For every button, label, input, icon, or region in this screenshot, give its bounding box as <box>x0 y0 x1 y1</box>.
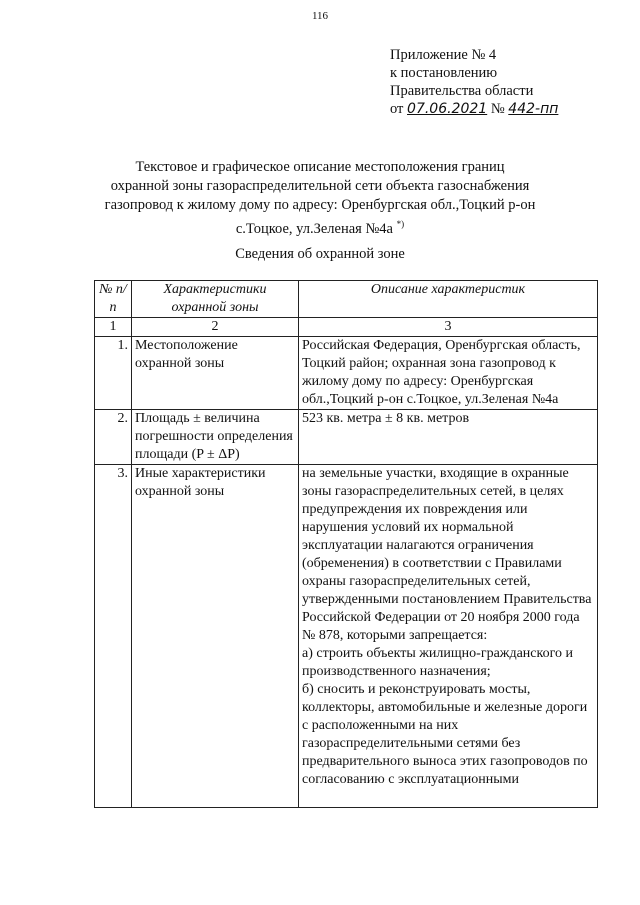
zone-info-table <box>94 280 598 808</box>
header-num: № п/п <box>95 281 132 318</box>
row-characteristic: Местоположение охранной зоны <box>132 337 299 410</box>
row-num: 2. <box>95 410 132 465</box>
table-header-row <box>95 281 598 318</box>
footnote-mark: *) <box>396 219 405 229</box>
row-description <box>299 465 598 808</box>
appendix-line-2: к постановлению <box>390 65 498 81</box>
row-description: Российская Федерация, Оренбургская область, Тоцкий район; охранная зона газопровод к жилому дому по адресу: Оренбургская обл.,Тоцкий р-он с.Тоцкое, ул.Зеленая №4а <box>299 337 598 410</box>
document-title <box>60 158 580 239</box>
appendix-date-line <box>390 100 558 118</box>
row-description-clip <box>302 465 594 807</box>
row-num: 3. <box>95 465 132 808</box>
index-cell-1: 1 <box>95 318 132 337</box>
row-characteristic: Иные характеристики охранной зоны <box>132 465 299 808</box>
row-description: 523 кв. метра ± 8 кв. метров <box>299 410 598 465</box>
table-row <box>95 465 598 808</box>
section-subtitle: Сведения об охранной зоне <box>235 246 405 262</box>
row-item-b: б) сносить и реконструировать мосты, коллекторы, автомобильные и железные дороги с расположенными на них газораспределительными сетями без предварительного выноса этих газопроводов по согласованию с эксплуатационными <box>302 682 588 787</box>
table-row <box>95 410 598 465</box>
row-num: 1. <box>95 337 132 410</box>
index-cell-3: 3 <box>299 318 598 337</box>
table-row <box>95 337 598 410</box>
appendix-block <box>390 46 558 118</box>
handwritten-date: 07.06.2021 <box>407 101 488 117</box>
table-index-row <box>95 318 598 337</box>
row-characteristic: Площадь ± величина погрешности определения площади (P ± ΔP) <box>132 410 299 465</box>
header-description: Описание характеристик <box>299 281 598 318</box>
number-label: № <box>490 101 505 117</box>
title-line-4 <box>60 215 580 239</box>
page-number: 116 <box>311 10 329 22</box>
from-label: от <box>390 101 404 117</box>
row-description-text: на земельные участки, входящие в охранные зоны газораспределительных сетей, в целях предупреждения их повреждения или нарушения условий их нормальной эксплуатации налагаются ограничения (обременения) в соответствии с Правилами охраны газораспределительных сетей, утвержденными постановлением Правительства Российской Федерации от 20 ноября 2000 года № 878, которыми запрещается: <box>302 466 592 643</box>
title-line-1: Текстовое и графическое описание местоположения границ <box>135 159 505 175</box>
title-line-2: охранной зоны газораспределительной сети объекта газоснабжения <box>110 178 530 194</box>
appendix-line-3: Правительства области <box>390 83 534 99</box>
row-item-a: а) строить объекты жилищно-гражданского и производственного назначения; <box>302 646 573 679</box>
handwritten-number: 442-пп <box>508 101 559 117</box>
appendix-line-1: Приложение № 4 <box>390 47 497 63</box>
header-characteristics: Характеристики охранной зоны <box>132 281 299 318</box>
index-cell-2: 2 <box>132 318 299 337</box>
title-line-4-text: с.Тоцкое, ул.Зеленая №4а <box>235 220 393 237</box>
title-line-3: газопровод к жилому дому по адресу: Оренбургская обл.,Тоцкий р-он <box>104 197 536 213</box>
